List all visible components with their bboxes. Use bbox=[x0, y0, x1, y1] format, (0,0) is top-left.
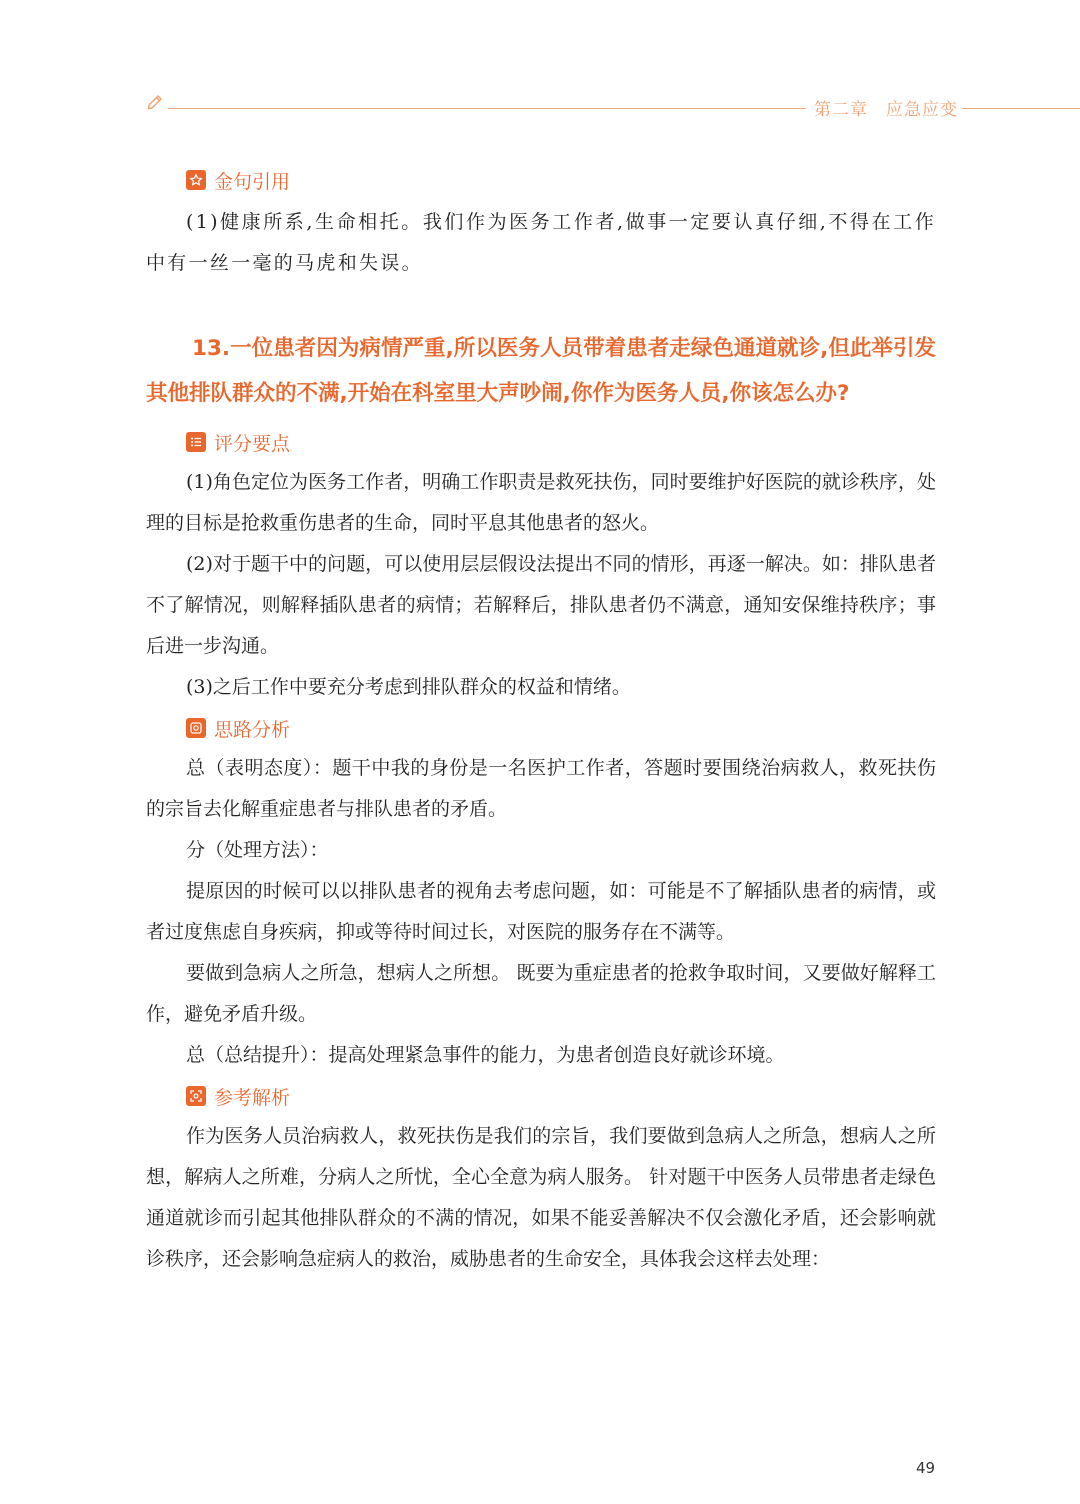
header-rule-left bbox=[168, 108, 818, 109]
paragraph: (1)角色定位为医务工作者，明确工作职责是救死扶伤，同时要维护好医院的就诊秩序，处理的目标是抢救重伤患者的生命，同时平息其他患者的怒火。 bbox=[146, 471, 936, 534]
paragraph: 提原因的时候可以以排队患者的视角去考虑问题，如：可能是不了解插队患者的病情，或者过度焦虑自身疾病，抑或等待时间过长，对医院的服务存在不满等。 bbox=[146, 880, 936, 943]
pencil-icon bbox=[146, 92, 164, 110]
paragraph: 分（处理方法）： bbox=[186, 839, 329, 861]
section-heading-reference bbox=[186, 1076, 936, 1116]
header-rule-right bbox=[962, 108, 1080, 109]
section-heading-scoring bbox=[186, 422, 936, 462]
section-heading-analysis bbox=[186, 708, 936, 748]
scan-icon bbox=[186, 1086, 206, 1106]
paragraph: 作为医务人员治病救人，救死扶伤是我们的宗旨，我们要做到急病人之所急，想病人之所想，解病人之所难，分病人之所忧，全心全意为病人服务。 针对题干中医务人员带患者走绿色通道就诊而引起其他排队群众的不满的情况，如果不能妥善解决不仅会激化矛盾，还会影响就诊秩序，还会影响急症病人的救治，威胁患者的生命安全，具体我会这样去处理： bbox=[146, 1125, 936, 1270]
section-title: 金句引用 bbox=[214, 170, 291, 193]
section-heading-quote bbox=[186, 160, 936, 200]
paragraph: 要做到急病人之所急，想病人之所想。 既要为重症患者的抢救争取时间，又要做好解释工作，避免矛盾升级。 bbox=[146, 962, 936, 1025]
star-icon bbox=[186, 170, 206, 190]
paragraph: (2)对于题干中的问题，可以使用层层假设法提出不同的情形，再逐一解决。如：排队患者不了解情况，则解释插队患者的病情；若解释后，排队患者仍不满意，通知安保维持秩序；事后进一步沟通。 bbox=[146, 553, 936, 657]
section-title: 思路分析 bbox=[214, 718, 291, 741]
list-icon bbox=[186, 432, 206, 452]
running-header bbox=[140, 88, 1080, 128]
target-icon bbox=[186, 718, 206, 738]
section-title: 评分要点 bbox=[214, 432, 291, 455]
section-title: 参考解析 bbox=[214, 1086, 291, 1109]
chapter-title: 第二章 应急应变 bbox=[806, 95, 966, 120]
paragraph: (1)健康所系,生命相托。我们作为医务工作者,做事一定要认真仔细,不得在工作中有一丝一毫的马虎和失误。 bbox=[146, 211, 936, 274]
paragraph: 总（总结提升）：提高处理紧急事件的能力，为患者创造良好就诊环境。 bbox=[186, 1044, 785, 1066]
page-content bbox=[146, 160, 936, 1280]
paragraph: (3)之后工作中要充分考虑到排队群众的权益和情绪。 bbox=[186, 676, 631, 698]
question-text: 13.一位患者因为病情严重,所以医务人员带着患者走绿色通道就诊,但此举引发其他排队群众的不满,开始在科室里大声吵闹,你作为医务人员,你该怎么办? bbox=[146, 336, 936, 406]
paragraph: 总（表明态度）：题干中我的身份是一名医护工作者，答题时要围绕治病救人，救死扶伤的宗旨去化解重症患者与排队患者的矛盾。 bbox=[146, 757, 936, 820]
page-number: 49 bbox=[916, 1459, 936, 1477]
